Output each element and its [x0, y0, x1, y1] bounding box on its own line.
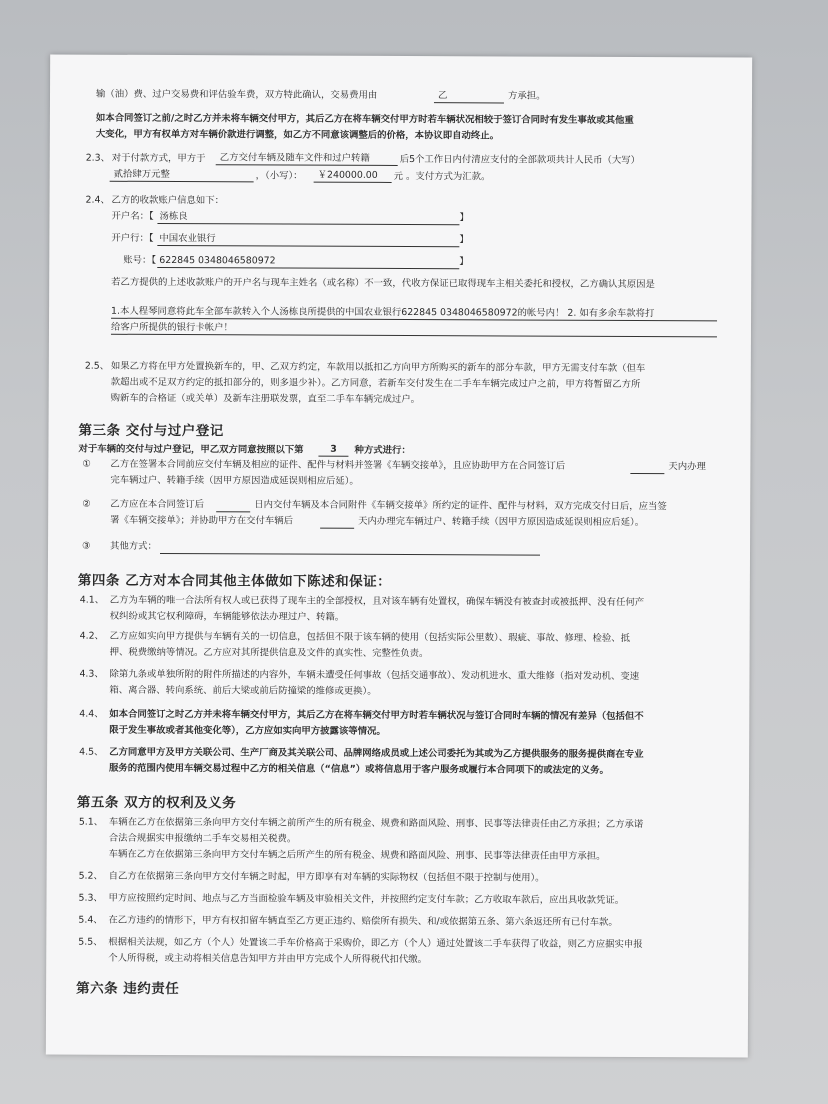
delivery-method-lead: 对于车辆的交付与过户登记，甲乙双方同意按照以下第	[78, 443, 304, 456]
clause-number: 5.2、	[78, 870, 103, 882]
option-3-text: 其他方式：	[110, 540, 157, 552]
clause-number: 4.1、	[79, 594, 105, 606]
option-2-transfer-days-field	[320, 528, 354, 529]
account-number-label: 账号：【	[123, 254, 157, 266]
clause-5-1-line-1: 车辆在乙方在依据第三条向甲方交付车辆之前所产生的所有税金、规费和路面风险、刑事、民事等法律责任由乙方承担；乙方承诺	[108, 816, 644, 831]
account-number-underline	[157, 267, 459, 269]
payment-text: 对于付款方式，甲方于	[111, 152, 206, 165]
other-method-field	[160, 553, 540, 556]
bank-underline	[157, 245, 459, 247]
fee-line-end: 方承担。	[507, 90, 546, 102]
amount-lowercase-field: ￥240000.00	[314, 170, 392, 183]
clause-number: 2.4、	[85, 194, 110, 206]
account-intro: 乙方的收款账户信息如下：	[111, 194, 225, 207]
clause-number: 4.2、	[79, 630, 104, 642]
article-5-title: 第五条 双方的权利及义务	[76, 794, 237, 812]
bold-clause-line-2: 大变化，甲方有权单方对车辆价款进行调整，如乙方不同意该调整后的价格，本协议即自动终止。	[95, 128, 499, 142]
amount-uppercase-field: 贰拾肆万元整	[110, 169, 254, 183]
option-1-text-2: 完车辆过户、转籍手续（因甲方原因造成延误则相应后延）。	[110, 474, 359, 487]
payment-condition-field: 乙方交付车辆及随车文件和过户转籍	[216, 152, 398, 166]
account-number-value: 622845 0348046580972	[159, 254, 276, 267]
clause-5-2: 自乙方在依据第三条向甲方交付车辆之时起，甲方即享有对车辆的实际物权（包括但不限于控制与使用）。	[108, 870, 545, 884]
clause-5-4: 在乙方违约的情形下，甲方有权扣留车辆直至乙方更正违约、赔偿所有损失、和/或依据第五条、第六条返还所有已付车款。	[108, 914, 618, 928]
clause-number: 5.1、	[78, 816, 104, 828]
clause-4-4-line-1: 如本合同签订之时乙方并未将车辆交付甲方，其后乙方在将车辆交付甲方时若车辆状况与签订合同时车辆的情况有差异（包括但不	[109, 708, 644, 723]
clause-number: 4.3、	[79, 668, 104, 680]
option-1-text-end: 天内办理	[668, 461, 706, 473]
clause-4-5-line-2: 服务的范围内使用车辆交易过程中乙方的相关信息（“信息”）或将信息用于客户服务或履行本合同项下的或法定的义务。	[109, 762, 609, 776]
bracket-close: 】	[459, 212, 469, 224]
option-marker: ②	[82, 498, 91, 510]
bank-label: 开户行：【	[111, 232, 154, 244]
fee-payer-field: 乙	[434, 90, 504, 103]
bank-value: 中国农业银行	[159, 232, 216, 245]
clause-4-3-line-2: 箱、离合器、转向系统、前后大梁或前后防撞梁的维修或更换）。	[109, 684, 377, 697]
option-2-days-field	[216, 511, 250, 512]
bold-clause-line-1: 如本合同签订之前/之时乙方并未将车辆交付甲方，其后乙方在将车辆交付甲方时若车辆状况相较于签订合同时有发生事故或其他重	[95, 112, 634, 127]
clause-4-2-line-2: 押、税费缴纳等情况。乙方应对其所提供信息及文件的真实性、完整性负责。	[109, 646, 429, 660]
trade-in-line-1: 如果乙方将在甲方处置换新车的，甲、乙双方约定，车款用以抵扣乙方向甲方所购买的新车的部分车款，甲方无需支付车款（但车	[110, 360, 646, 375]
handwritten-reason-line-2: 给客户所提供的银行卡帐户！	[111, 321, 717, 338]
option-2-text-cont: 日内交付车辆及本合同附件《车辆交接单》所约定的证件、配件与材料，双方完成交付日后，应当签	[254, 499, 667, 513]
trade-in-line-2: 款超出或不足双方约定的抵扣部分的，则多退少补）。乙方同意，若新车交付发生在二手车车辆完成过户之前，甲方将暂留乙方所	[110, 376, 641, 391]
option-2-text-2-end: 天内办理完车辆过户、转籍手续（因甲方原因造成延误则相应后延）。	[358, 515, 645, 529]
option-2-text: 乙方应在本合同签订后	[110, 498, 205, 511]
clause-4-4-line-2: 限于发生事故或者其他变化等），乙方应如实向甲方披露该等情况。	[109, 724, 386, 737]
account-note: 若乙方提供的上述收款账户的开户名与现车主姓名（或名称）不一致，代收方保证已取得现车主相关委托和授权，乙方确认其原因是	[111, 276, 655, 291]
clause-number: 4.5、	[79, 746, 104, 758]
contract-page	[46, 54, 752, 1057]
clause-4-2-line-1: 乙方应如实向甲方提供与车辆有关的一切信息，包括但不限于该车辆的使用（包括实际公里数）、瑕疵、事故、修理、检验、抵	[109, 630, 630, 645]
clause-4-1-line-1: 乙方为车辆的唯一合法所有权人或已获得了现车主的全部授权，且对该车辆有处置权，确保车辆没有被查封或被抵押、没有任何产	[109, 594, 645, 609]
option-marker: ①	[82, 458, 91, 470]
clause-4-5-line-1: 乙方同意甲方及甲方关联公司、生产厂商及其关联公司、品牌网络成员或上述公司委托为其或为乙方提供服务的服务提供商在专业	[109, 746, 644, 761]
option-marker: ③	[82, 540, 91, 552]
clause-number: 5.3、	[78, 892, 103, 904]
clause-number: 5.5、	[78, 936, 103, 948]
clause-5-3: 甲方应按照约定时间、地点与乙方当面检验车辆及审验相关文件，并按照约定支付车款；乙方收取车款后，应出具收款凭证。	[108, 892, 625, 906]
clause-number: 5.4、	[78, 914, 103, 926]
option-1-days-field	[630, 473, 664, 474]
clause-5-1-line-2: 合法合规据实申报缴纳二手车交易相关税费。	[108, 832, 297, 845]
clause-number: 2.5、	[84, 360, 110, 372]
clause-5-1-line-3: 车辆在乙方在依据第三条向甲方交付车辆之后所产生的所有税金、规费和路面风险、刑事、民事等法律责任由甲方承担。	[108, 848, 606, 862]
trade-in-line-3: 购新车的合格证（或关单）及新车注册联发票，直至二手车车辆完成过户。	[110, 392, 421, 406]
bracket-close: 】	[459, 256, 469, 268]
clause-5-5-line-1: 根据相关法规，如乙方（个人）处置该二手车价格高于采购价，即乙方（个人）通过处置该二手车获得了收益，则乙方应据实申报	[108, 936, 643, 951]
account-name-underline	[157, 223, 459, 225]
article-4-title: 第四条 乙方对本合同其他主体做如下陈述和保证：	[77, 572, 392, 590]
clause-4-1-line-2: 权纠纷或其它权利障碍，车辆能够依法办理过户、转籍。	[109, 610, 345, 623]
bracket-close: 】	[459, 234, 469, 246]
article-6-title: 第六条 违约责任	[76, 980, 180, 998]
option-2-text-2: 署《车辆交接单》；并协助甲方在交付车辆后	[110, 514, 293, 527]
account-name-label: 开户名：【	[111, 210, 154, 222]
fee-line: 输（油）费、过户交易费和评估验车费，双方特此确认，交易费用由	[95, 88, 378, 101]
delivery-method-field: 3	[318, 444, 348, 457]
handwritten-reason-line-1: 1.本人程琴同意将此车全部车款转入个人汤栋良所提供的中国农业银行622845 0348046580972的帐号内！ 2. 如有多余车款将打	[111, 305, 717, 322]
clause-4-3-line-1: 除第九条或单独所附的附件所描述的内容外，车辆未遭受任何事故（包括交通事故）、发动机进水、重大维修（指对发动机、变速	[109, 668, 640, 683]
article-3-title: 第三条 交付与过户登记	[78, 422, 224, 440]
clause-5-5-line-2: 个人所得税，或主动将相关信息告知甲方并由甲方完成个人所得税代扣代缴。	[108, 952, 428, 966]
payment-text-mid: 后5个工作日内付清应支付的全部款项共计人民币（大写）	[399, 153, 641, 167]
account-name-value: 汤栋良	[159, 210, 188, 223]
option-1-text: 乙方在签署本合同前应交付车辆及相应的证件、配件与材料并签署《车辆交接单》，且应协助甲方在合同签订后	[110, 458, 566, 472]
payment-method-text: 元 。支付方式为汇款。	[393, 170, 491, 183]
clause-number: 4.4、	[79, 708, 104, 720]
amount-lowercase-label: ，（小写）：	[255, 170, 303, 182]
clause-number: 2.3、	[85, 152, 111, 164]
delivery-method-lead-end: 种方式进行：	[354, 444, 411, 457]
